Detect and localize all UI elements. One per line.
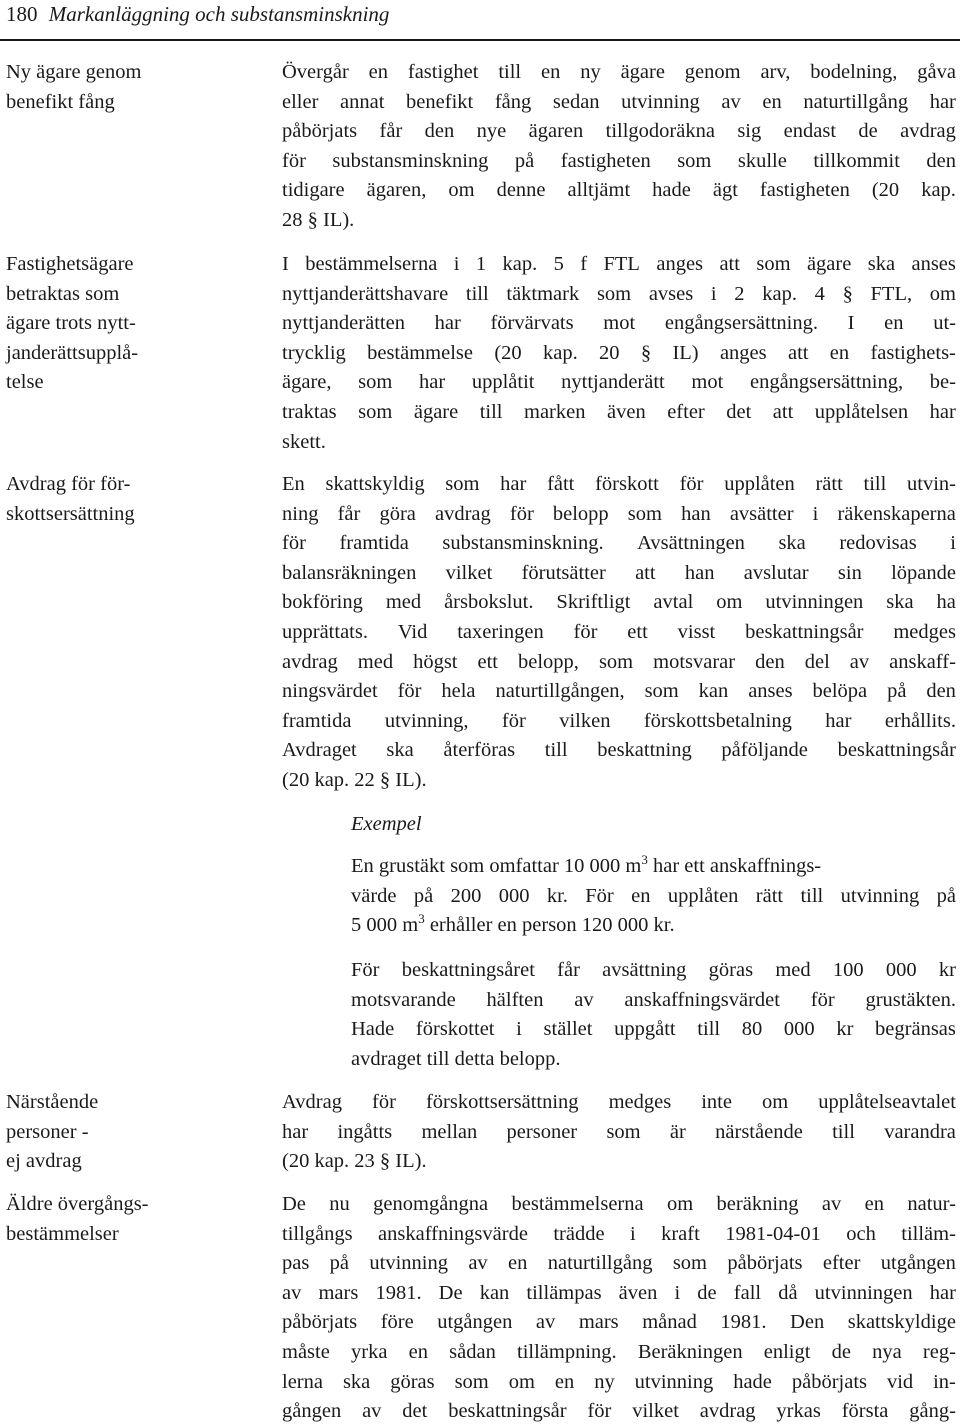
text-line: motsvarande hälften av anskaffningsvärdet för grustäkten.	[351, 988, 956, 1011]
text-line: påbörjats får den nye ägaren tillgodoräkna sig endast de avdrag	[282, 120, 956, 143]
text-line: påbörjats före utgången av mars månad 1981. Den skattskyldige	[282, 1311, 956, 1334]
margin-note-line: betraktas som	[6, 282, 120, 305]
superscript: 3	[418, 911, 425, 927]
margin-note-line: Avdrag för för-	[6, 473, 131, 495]
text-line: pas på utvinning av en naturtillgång som påbörjats efter utgången	[282, 1252, 956, 1275]
superscript: 3	[641, 852, 648, 868]
text-line: värde på 200 000 kr. För en upplåten rätt till utvinning på	[351, 884, 956, 907]
margin-note-line: Äldre övergångs-	[6, 1193, 149, 1215]
example-paragraph-2	[351, 956, 956, 1074]
text-line: avdraget till detta belopp.	[351, 1047, 561, 1070]
text-line: Avdrag för förskottsersättning medges inte om upplåtelseavtalet	[282, 1091, 956, 1113]
margin-note-line: skottsersättning	[6, 502, 135, 525]
text-line: I bestämmelserna i 1 kap. 5 f FTL anges att som ägare ska anses	[282, 253, 956, 275]
text-line: ningsvärdet för hela naturtillgången, som kan anses belöpa på den	[282, 680, 956, 703]
paragraph-benefikt-fang	[282, 58, 956, 236]
paragraph-overgangsbestammelser	[282, 1190, 956, 1427]
text-line: gången av det beskattningsår för vilket avdrag yrkas första gång-	[282, 1400, 956, 1423]
example-text: En grustäkt som omfattar 10 000 m	[351, 855, 642, 877]
text-line: av mars 1981. De kan tillämpas även i de fall då utvinningen har	[282, 1281, 956, 1304]
example-text: har ett anskaffnings-	[647, 855, 822, 877]
text-line: bokföring med årsbokslut. Skriftligt avtal om utvinningen ska ha	[282, 591, 956, 614]
margin-note-line: bestämmelser	[6, 1222, 119, 1245]
margin-note-fastighetsagare	[6, 250, 196, 398]
text-line: Övergår en fastighet till en ny ägare genom arv, bodelning, gåva	[282, 61, 956, 83]
margin-note-line: ej avdrag	[6, 1150, 82, 1173]
text-line: Hade förskottet i stället uppgått till 80 000 kr begränsas	[351, 1018, 956, 1041]
text-line: för substansminskning på fastigheten som skulle tillkommit den	[282, 149, 956, 172]
margin-note-line: Närstående	[6, 1091, 99, 1113]
text-line	[351, 911, 956, 941]
page-header	[6, 2, 389, 27]
example-heading	[351, 810, 956, 840]
text-line: De nu genomgångna bestämmelserna om beräkning av en natur-	[282, 1193, 956, 1215]
text-line: 28 § IL).	[282, 208, 355, 231]
text-line: En skattskyldig som har fått förskott för upplåten rätt till utvin-	[282, 473, 956, 495]
paragraph-narstaende	[282, 1088, 956, 1177]
text-line: avdrag med högst ett belopp, som motsvarar den del av anskaff-	[282, 650, 956, 673]
margin-note-line: Fastighetsägare	[6, 253, 134, 275]
text-line: ägare, som har upplåtit nyttjanderätt mot engångsersättning, be-	[282, 371, 956, 394]
text-line	[351, 852, 956, 882]
text-line: För beskattningsåret får avsättning göras med 100 000 kr	[351, 959, 956, 981]
text-line: trycklig bestämmelse (20 kap. 20 § IL) anges att en fastighets-	[282, 341, 956, 364]
text-line: skett.	[282, 430, 326, 453]
margin-note-line: janderättsupplå-	[6, 341, 139, 364]
example-text: 5 000 m	[351, 914, 419, 937]
text-line: Avdraget ska återföras till beskattning påföljande beskattningsår	[282, 739, 956, 762]
text-line: upprättats. Vid taxeringen för ett visst beskattningsår medges	[282, 620, 956, 643]
running-title: Markanläggning och substansminskning	[48, 2, 390, 26]
margin-note-narstaende	[6, 1088, 196, 1177]
margin-note-line: telse	[6, 371, 44, 394]
text-line: tillgångs anskaffningsvärde trädde i kraft 1981-04-01 och tilläm-	[282, 1222, 956, 1245]
paragraph-forskott	[282, 470, 956, 796]
text-line: (20 kap. 23 § IL).	[282, 1150, 427, 1173]
page-number: 180	[6, 2, 38, 26]
example-heading-text: Exempel	[351, 813, 422, 835]
text-line: ning får göra avdrag för belopp som han avsätter i räkenskaperna	[282, 502, 956, 525]
text-line: eller annat benefikt fång sedan utvinning av en naturtillgång har	[282, 90, 956, 113]
margin-note-line: personer -	[6, 1120, 89, 1143]
text-line: för framtida substansminskning. Avsättningen ska redovisas i	[282, 532, 956, 555]
text-line: balansräkningen vilket förutsätter att han avslutar sin löpande	[282, 561, 956, 584]
margin-note-line: benefikt fång	[6, 90, 115, 113]
text-line: lerna ska göras som om en ny utvinning hade påbörjats vid in-	[282, 1370, 956, 1393]
text-line: tidigare ägaren, om denne alltjämt hade ägt fastigheten (20 kap.	[282, 179, 956, 202]
margin-note-line: ägare trots nytt-	[6, 312, 136, 335]
margin-note-benefikt-fang	[6, 58, 196, 117]
example-text: erhåller en person 120 000 kr.	[424, 914, 675, 937]
text-line: måste yrka en sådan tillämpning. Beräkningen enligt de nya reg-	[282, 1340, 956, 1363]
margin-note-forskottsersattning	[6, 470, 196, 529]
margin-note-overgangsbestammelser	[6, 1190, 196, 1249]
header-rule	[0, 39, 960, 41]
paragraph-nyttjanderatt	[282, 250, 956, 457]
text-line: har ingåtts mellan personer som är närstående till varandra	[282, 1120, 956, 1143]
text-line: nyttjanderättshavare till täktmark som avses i 2 kap. 4 § FTL, om	[282, 282, 956, 305]
text-line: (20 kap. 22 § IL).	[282, 768, 427, 791]
text-line: framtida utvinning, för vilken förskottsbetalning har erhållits.	[282, 709, 956, 732]
example-paragraph-1	[351, 852, 956, 941]
text-line: traktas som ägare till marken även efter det att upplåtelsen har	[282, 400, 956, 423]
text-line: nyttjanderätten har förvärvats mot engångsersättning. I en ut-	[282, 312, 956, 335]
margin-note-line: Ny ägare genom	[6, 61, 142, 83]
